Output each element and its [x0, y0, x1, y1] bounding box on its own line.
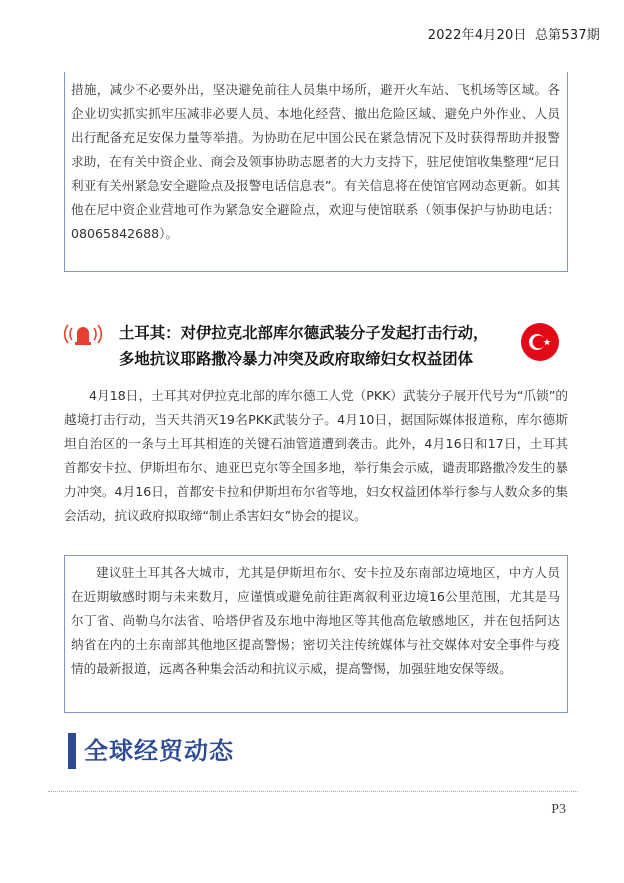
nigeria-advice-text: 措施，减少不必要外出，坚决避免前往人员集中场所，避开火车站、飞机场等区域。各企业切实抓实抓牢压减非必要人员、本地化经营、撤出危险区域、避免户外作业、人员出行配备充足安保力量等举措。为协助在尼中国公民在紧急情况下及时获得帮助并报警求助，在有关中资企业、商会及领事协助志愿者的大力支持下，驻尼使馆收集整理“尼日利亚有关州紧急安全避险点及报警电话信息表”。有关信息将在使馆官网动态更新。如其他在尼中资企业营地可作为紧急安全避险点，欢迎与使馆联系（领事保护与协助电话：08065842688）。: [71, 82, 560, 241]
nigeria-advice-box: [64, 72, 568, 272]
turkey-advice-box: [64, 555, 568, 713]
issue-header: [424, 24, 600, 43]
headline-line-2: 多地抗议耶路撒冷暴力冲突及政府取缔妇女权益团体: [119, 350, 473, 368]
alarm-bell-icon: [64, 322, 102, 346]
issue-number: 总第537期: [534, 28, 600, 43]
section-accent-bar: [68, 733, 76, 769]
turkey-flag-icon: [520, 322, 560, 362]
section-title: 全球经贸动态: [84, 737, 234, 765]
issue-date: 2022年4月20日: [427, 28, 527, 43]
turkey-article-text: 4月18日，土耳其对伊拉克北部的库尔德工人党（PKK）武装分子展开代号为“爪锁”的越境打击行动，当天共消灭19名PKK武装分子。4月10日，据国际媒体报道称，库尔德斯坦自治区的一条与土耳其相连的关键石油管道遭到袭击。此外，4月16日和17日，土耳其首都安卡拉、伊斯坦布尔、迪亚巴克尔等全国多地，举行集会示威，谴责耶路撒冷发生的暴力冲突。4月16日，首都安卡拉和伊斯坦布尔省等地，妇女权益团体举行参与人数众多的集会活动，抗议政府拟取缔“制止杀害妇女”协会的提议。: [64, 388, 568, 523]
headline-line-1: 土耳其：对伊拉克北部库尔德武装分子发起打击行动，: [119, 324, 489, 342]
turkey-headline: [119, 320, 519, 372]
turkey-advice-text: 建议驻土耳其各大城市，尤其是伊斯坦布尔、安卡拉及东南部边境地区，中方人员在近期敏感时期与未来数月，应谨慎或避免前往距离叙利亚边境16公里范围，尤其是马尔丁省、尚勒乌尔法省、哈塔伊省及东地中海地区等其他高危敏感地区，并在包括阿达纳省在内的土东南部其他地区提高警惕；密切关注传统媒体与社交媒体对安全事件与疫情的最新报道，远离各种集会活动和抗议示威，提高警惕，加强驻地安保等级。: [71, 565, 560, 676]
footer-divider: [48, 791, 578, 792]
turkey-article: [64, 384, 568, 528]
page-number: P3: [551, 802, 566, 817]
